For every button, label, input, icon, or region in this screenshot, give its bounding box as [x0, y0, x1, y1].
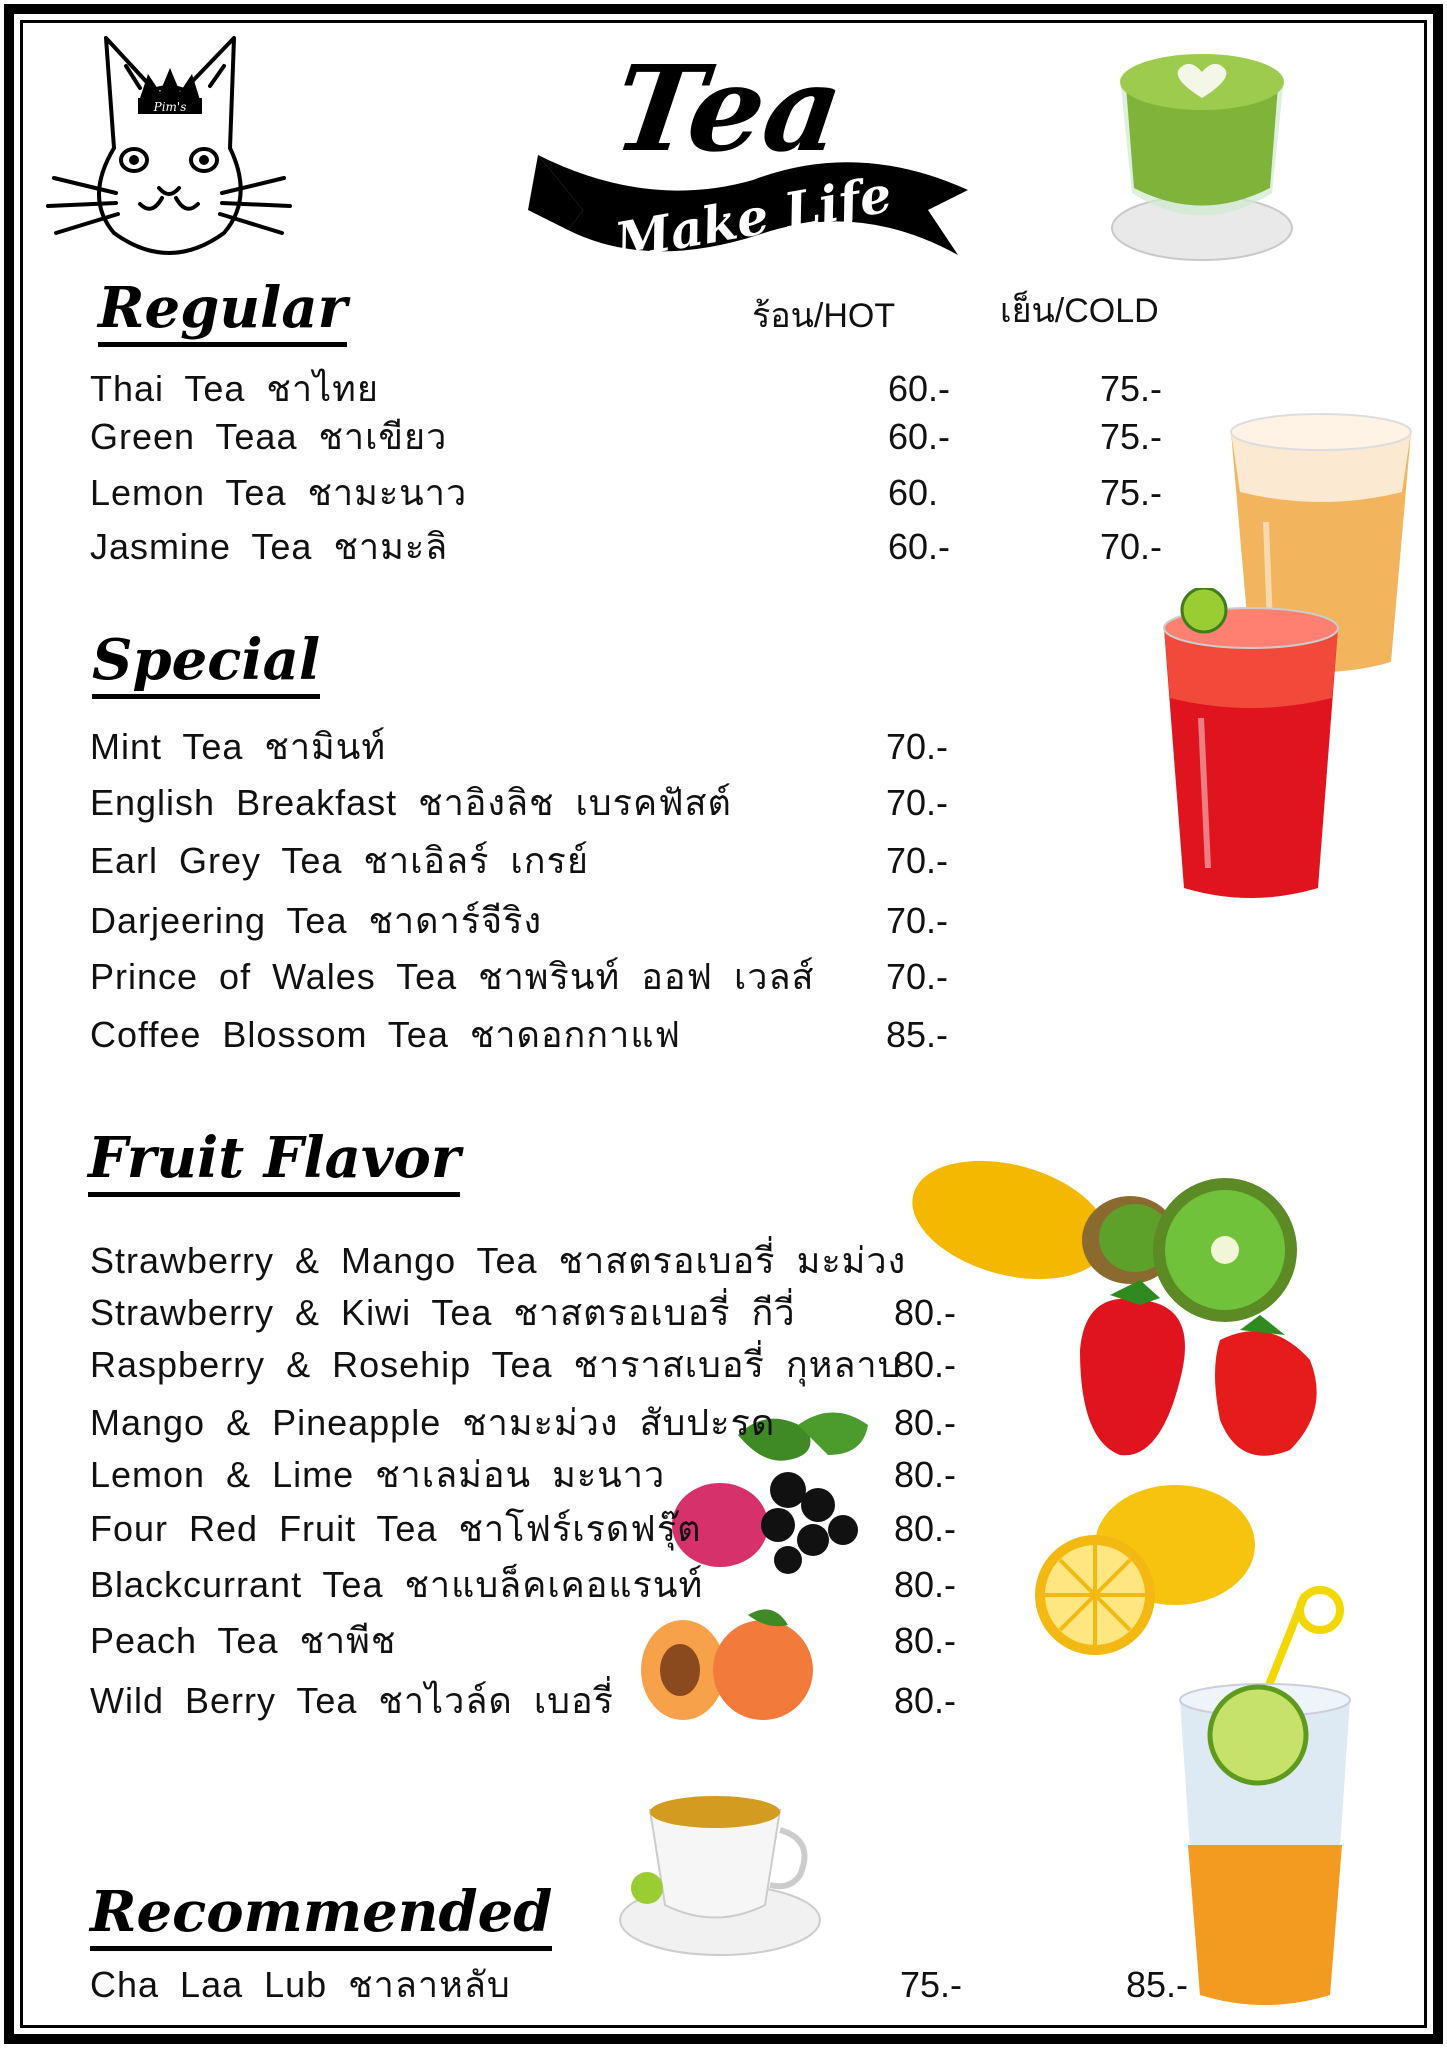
item-name: Thai Tea ชาไทย — [90, 368, 380, 409]
hot-tea-cup-image — [615, 1780, 835, 1960]
price-hot: 70.- — [886, 782, 949, 823]
item-name: Lemon & Lime ชาเลม่อน มะนาว — [90, 1454, 666, 1495]
item-name: Strawberry & Kiwi Tea ชาสตรอเบอรี่ กีวี่ — [90, 1292, 796, 1333]
price-hot: 70.- — [886, 726, 949, 767]
item-name: Coffee Blossom Tea ชาดอกกาแฟ — [90, 1014, 682, 1055]
fruit-peach-image — [638, 1605, 818, 1725]
brand-tagline: Make Life — [610, 164, 896, 271]
price-hot: 80.- — [894, 1508, 957, 1549]
price-hot: 85.- — [886, 1014, 949, 1055]
logo-text: Pim's — [153, 100, 187, 114]
hot-column-heading: ร้อน/HOT — [752, 297, 896, 335]
price-hot: 80.- — [894, 1680, 957, 1721]
price-hot: 80.- — [894, 1344, 957, 1385]
price-cold: 75.- — [1100, 368, 1163, 409]
price-hot: 80.- — [894, 1402, 957, 1443]
price-hot: 60. — [888, 472, 939, 513]
item-name: Blackcurrant Tea ชาแบล็คเคอแรนท์ — [90, 1564, 704, 1605]
price-cold: 70.- — [1100, 526, 1163, 567]
price-hot: 70.- — [886, 956, 949, 997]
cat-logo-icon — [44, 28, 294, 268]
price-cold: 85.- — [1126, 1964, 1189, 2005]
item-name: Mint Tea ชามินท์ — [90, 726, 387, 767]
cold-column-heading: เย็น/COLD — [1000, 292, 1159, 330]
fruit-mango-kiwi-strawberry-image — [910, 1130, 1370, 1480]
price-hot: 70.- — [886, 900, 949, 941]
item-name: Strawberry & Mango Tea ชาสตรอเบอรี่ มะม่วง — [90, 1240, 907, 1281]
price-hot: 60.- — [888, 368, 951, 409]
price-cold: 75.- — [1100, 472, 1163, 513]
matcha-latte-image — [1110, 38, 1295, 263]
price-hot: 80.- — [894, 1454, 957, 1495]
item-name: Cha Laa Lub ชาลาหลับ — [90, 1964, 511, 2005]
price-hot: 75.- — [900, 1964, 963, 2005]
section-heading-regular: Regular — [98, 278, 347, 347]
item-name: Darjeering Tea ชาดาร์จีริง — [90, 900, 543, 941]
title-banner — [528, 40, 978, 280]
item-name: Peach Tea ชาพีช — [90, 1620, 397, 1661]
price-hot: 60.- — [888, 416, 951, 457]
item-name: Earl Grey Tea ชาเอิลร์ เกรย์ — [90, 840, 589, 881]
item-name: Jasmine Tea ชามะลิ — [90, 526, 449, 567]
price-hot: 70.- — [886, 840, 949, 881]
price-hot: 80.- — [894, 1620, 957, 1661]
price-cold: 75.- — [1100, 416, 1163, 457]
item-name: English Breakfast ชาอิงลิช เบรคฟัสต์ — [90, 782, 732, 823]
item-name: Four Red Fruit Tea ชาโฟร์เรดฟรุ๊ต — [90, 1508, 702, 1549]
item-name: Raspberry & Rosehip Tea ชาราสเบอรี่ กุหลาบ — [90, 1344, 902, 1385]
item-name: Lemon Tea ชามะนาว — [90, 472, 468, 513]
red-iced-tea-image — [1156, 588, 1346, 908]
section-heading-special: Special — [92, 630, 320, 699]
section-heading-fruit-flavor: Fruit Flavor — [88, 1128, 460, 1197]
item-name: Prince of Wales Tea ชาพรินท์ ออฟ เวลส์ — [90, 956, 815, 997]
price-hot: 80.- — [894, 1292, 957, 1333]
item-name: Wild Berry Tea ชาไวล์ด เบอรี่ — [90, 1680, 614, 1721]
price-hot: 60.- — [888, 526, 951, 567]
iced-lime-tea-image — [1170, 1585, 1365, 2015]
section-heading-recommended: Recommended — [90, 1882, 552, 1951]
item-name: Mango & Pineapple ชามะม่วง สับปะรด — [90, 1402, 776, 1443]
item-name: Green Teaa ชาเขียว — [90, 416, 448, 457]
price-hot: 80.- — [894, 1564, 957, 1605]
brand-title: Tea — [605, 40, 851, 178]
